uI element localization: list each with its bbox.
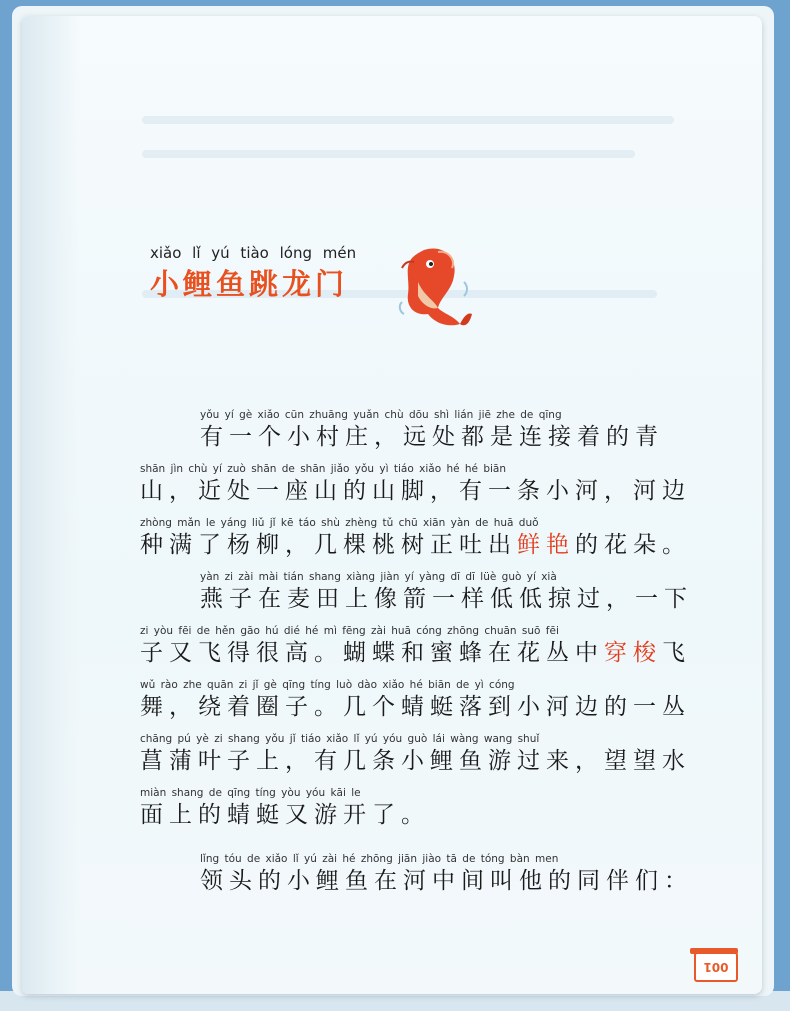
carp-illustration-icon bbox=[394, 242, 474, 332]
text-line bbox=[140, 516, 691, 560]
line-pinyin: shān jìn chù yí zuò shān de shān jiǎo yǒu yì tiáo xiǎo hé hé biān bbox=[140, 463, 507, 475]
highlight-word: 穿梭 bbox=[604, 640, 662, 666]
text-line bbox=[140, 732, 691, 776]
line-pinyin: zhòng mǎn le yáng liǔ jǐ kē táo shù zhèng tǔ chū xiān yàn de huā duǒ bbox=[140, 517, 539, 529]
title-pinyin: xiǎo lǐ yú tiào lóng mén bbox=[150, 244, 357, 262]
page-number: 001 bbox=[694, 952, 738, 982]
text-line bbox=[140, 624, 691, 668]
line-hanzi: 领头的小鲤鱼在河中间叫他的同伴们： bbox=[200, 868, 693, 894]
title-hanzi: 小鲤鱼跳龙门 bbox=[150, 267, 349, 301]
highlight-word: 鲜艳 bbox=[517, 532, 575, 558]
text-line bbox=[140, 462, 691, 506]
line-pinyin: miàn shang de qīng tíng yòu yóu kāi le bbox=[140, 787, 361, 799]
line-hanzi: 种满了杨柳，几棵桃树正吐出鲜艳的花朵。 bbox=[140, 532, 691, 558]
line-pinyin: yǒu yí gè xiǎo cūn zhuāng yuǎn chù dōu shì lián jiē zhe de qīng bbox=[200, 409, 562, 421]
line-pinyin: wǔ rào zhe quān zi jǐ gè qīng tíng luò dào xiǎo hé biān de yì cóng bbox=[140, 679, 515, 691]
story-title bbox=[150, 244, 356, 303]
text-line bbox=[200, 408, 664, 452]
text-line bbox=[200, 570, 693, 614]
book-page bbox=[22, 16, 762, 994]
line-pinyin: lǐng tóu de xiǎo lǐ yú zài hé zhōng jiān jiào tā de tóng bàn men bbox=[200, 853, 559, 865]
line-hanzi: 有一个小村庄，远处都是连接着的青 bbox=[200, 424, 664, 450]
line-hanzi: 山，近处一座山的山脚，有一条小河，河边 bbox=[140, 478, 691, 504]
line-pinyin: zi yòu fēi de hěn gāo hú dié hé mì fēng zài huā cóng zhōng chuān suō fēi bbox=[140, 625, 559, 637]
line-hanzi: 燕子在麦田上像箭一样低低掠过，一下 bbox=[200, 586, 693, 612]
text-line bbox=[200, 852, 693, 896]
line-pinyin: chāng pú yè zi shang yǒu jǐ tiáo xiǎo lǐ yú yóu guò lái wàng wang shuǐ bbox=[140, 733, 540, 745]
line-hanzi: 子又飞得很高。蝴蝶和蜜蜂在花丛中穿梭飞 bbox=[140, 640, 691, 666]
text-line bbox=[140, 678, 691, 722]
line-hanzi: 舞，绕着圈子。几个蜻蜓落到小河边的一丛 bbox=[140, 694, 691, 720]
text-line bbox=[140, 786, 430, 830]
line-pinyin: yàn zi zài mài tián shang xiàng jiàn yí yàng dī dī lüè guò yí xià bbox=[200, 571, 557, 583]
page-gutter-shadow bbox=[22, 16, 80, 994]
line-hanzi: 面上的蜻蜓又游开了。 bbox=[140, 802, 430, 828]
line-hanzi: 菖蒲叶子上，有几条小鲤鱼游过来，望望水 bbox=[140, 748, 691, 774]
